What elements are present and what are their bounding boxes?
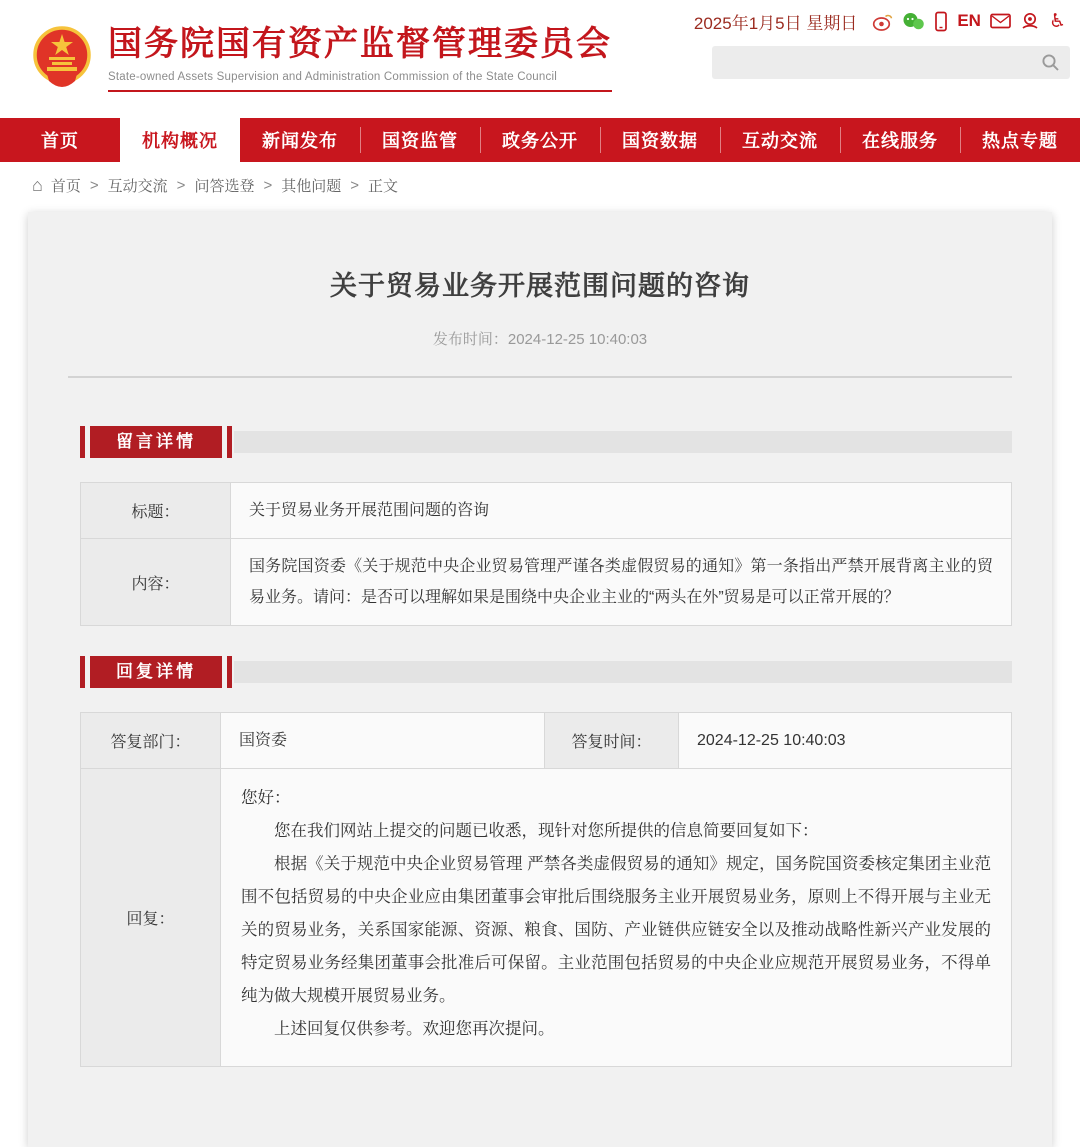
reply-paragraph: 您好： <box>241 789 291 807</box>
site-subtitle: State-owned Assets Supervision and Administration Commission of the State Council <box>108 71 612 92</box>
search-icon[interactable] <box>1041 53 1060 72</box>
breadcrumb <box>0 162 1080 208</box>
reply-paragraph: 上述回复仅供参考。欢迎您再次提问。 <box>274 1020 555 1038</box>
nav-item-data[interactable]: 国资数据 <box>600 118 720 162</box>
title-divider <box>68 376 1012 378</box>
message-section-header <box>80 426 1012 458</box>
language-toggle-en[interactable]: EN <box>957 11 981 30</box>
nav-item-topics[interactable]: 热点专题 <box>960 118 1080 162</box>
wechat-icon[interactable] <box>902 12 925 31</box>
red-bar-right <box>227 426 232 458</box>
breadcrumb-home[interactable]: 首页 <box>50 177 81 195</box>
nav-item-about[interactable]: 机构概况 <box>120 118 240 162</box>
weibo-icon[interactable] <box>872 12 893 31</box>
nav-item-supervision[interactable]: 国资监管 <box>360 118 480 162</box>
site-title: 国务院国有资产监督管理委员会 <box>108 25 612 63</box>
section-gray-bar <box>234 661 1012 683</box>
breadcrumb-separator: > <box>176 176 186 194</box>
site-header <box>0 0 1080 118</box>
nav-item-news[interactable]: 新闻发布 <box>262 131 338 151</box>
breadcrumb-qa[interactable]: 问答选登 <box>194 177 255 195</box>
message-content-value: 国务院国资委《关于规范中央企业贸易管理严谨各类虚假贸易的通知》第一条指出严禁开展背离主业的贸易业务。请问：是否可以理解如果是围绕中央企业主业的“两头在外”贸易是可以正常开展的？ <box>231 539 1011 625</box>
mail-icon[interactable] <box>990 13 1011 29</box>
main-nav <box>0 118 1080 162</box>
reply-time-value: 2024-12-25 10:40:03 <box>679 713 1011 768</box>
breadcrumb-separator: > <box>89 176 99 194</box>
publish-time-label: 发布时间： <box>432 331 508 348</box>
table-row <box>81 713 1011 768</box>
reply-dept-value: 国资委 <box>221 713 544 768</box>
accessibility-icon[interactable]: ♿ <box>1048 9 1066 32</box>
content-panel <box>28 212 1052 1147</box>
site-search <box>712 46 1070 79</box>
contact-icon[interactable] <box>1020 11 1040 31</box>
reply-section-heading: 回复详情 <box>90 656 222 688</box>
current-date: 2025年1月5日 星期日 <box>693 13 858 33</box>
national-emblem-icon <box>30 24 94 99</box>
reply-table <box>80 712 1012 1067</box>
topbar <box>694 8 1066 34</box>
reply-time-label: 答复时间： <box>544 713 679 768</box>
red-bar-left <box>80 426 85 458</box>
message-content-label: 内容： <box>81 539 231 625</box>
mobile-icon[interactable] <box>934 11 948 32</box>
publish-time-value: 2024-12-25 10:40:03 <box>507 331 648 348</box>
reply-paragraph: 根据《关于规范中央企业贸易管理 严禁各类虚假贸易的通知》规定，国务院国资委核定集团主业范围不包括贸易的中央企业应由集团董事会审批后围绕服务主业开展贸易业务，原则上不得开展与主业无关的贸易业务，关系国家能源、资源、粮食、国防、产业链供应链安全以及推动战略性新兴产业发展的特定贸易业务经集团董事会批准后可保留。主业范围包括贸易的中央企业应规范开展贸易业务，不得单纯为做大规模开展贸易业务。 <box>241 855 991 1005</box>
reply-body <box>221 769 1011 1066</box>
reply-section-header <box>80 656 1012 688</box>
message-section-heading: 留言详情 <box>90 426 222 458</box>
table-row <box>81 538 1011 625</box>
page-title: 关于贸易业务开展范围问题的咨询 <box>330 271 750 301</box>
message-table <box>80 482 1012 626</box>
reply-dept-label: 答复部门： <box>81 713 221 768</box>
table-row <box>81 483 1011 538</box>
breadcrumb-current: 正文 <box>368 177 399 195</box>
breadcrumb-other[interactable]: 其他问题 <box>281 177 342 195</box>
red-bar-right <box>227 656 232 688</box>
nav-item-disclosure[interactable]: 政务公开 <box>480 118 600 162</box>
reply-paragraph: 您在我们网站上提交的问题已收悉，现针对您所提供的信息简要回复如下： <box>274 822 819 840</box>
logo-text <box>108 24 612 92</box>
home-icon[interactable]: ⌂ <box>32 175 43 195</box>
message-title-value: 关于贸易业务开展范围问题的咨询 <box>231 483 1011 538</box>
section-gray-bar <box>234 431 1012 453</box>
nav-item-services[interactable]: 在线服务 <box>840 118 960 162</box>
table-row <box>81 768 1011 1066</box>
breadcrumb-separator: > <box>350 176 359 194</box>
breadcrumb-interaction[interactable]: 互动交流 <box>107 177 168 195</box>
nav-item-interaction[interactable]: 互动交流 <box>720 118 840 162</box>
message-title-label: 标题： <box>81 483 231 538</box>
reply-body-label: 回复： <box>81 769 221 1066</box>
search-input[interactable] <box>722 54 1041 72</box>
publish-time-line <box>28 328 1052 349</box>
red-bar-left <box>80 656 85 688</box>
breadcrumb-separator: > <box>263 176 273 194</box>
nav-item-home[interactable]: 首页 <box>41 131 79 151</box>
site-logo-link[interactable] <box>30 24 612 99</box>
